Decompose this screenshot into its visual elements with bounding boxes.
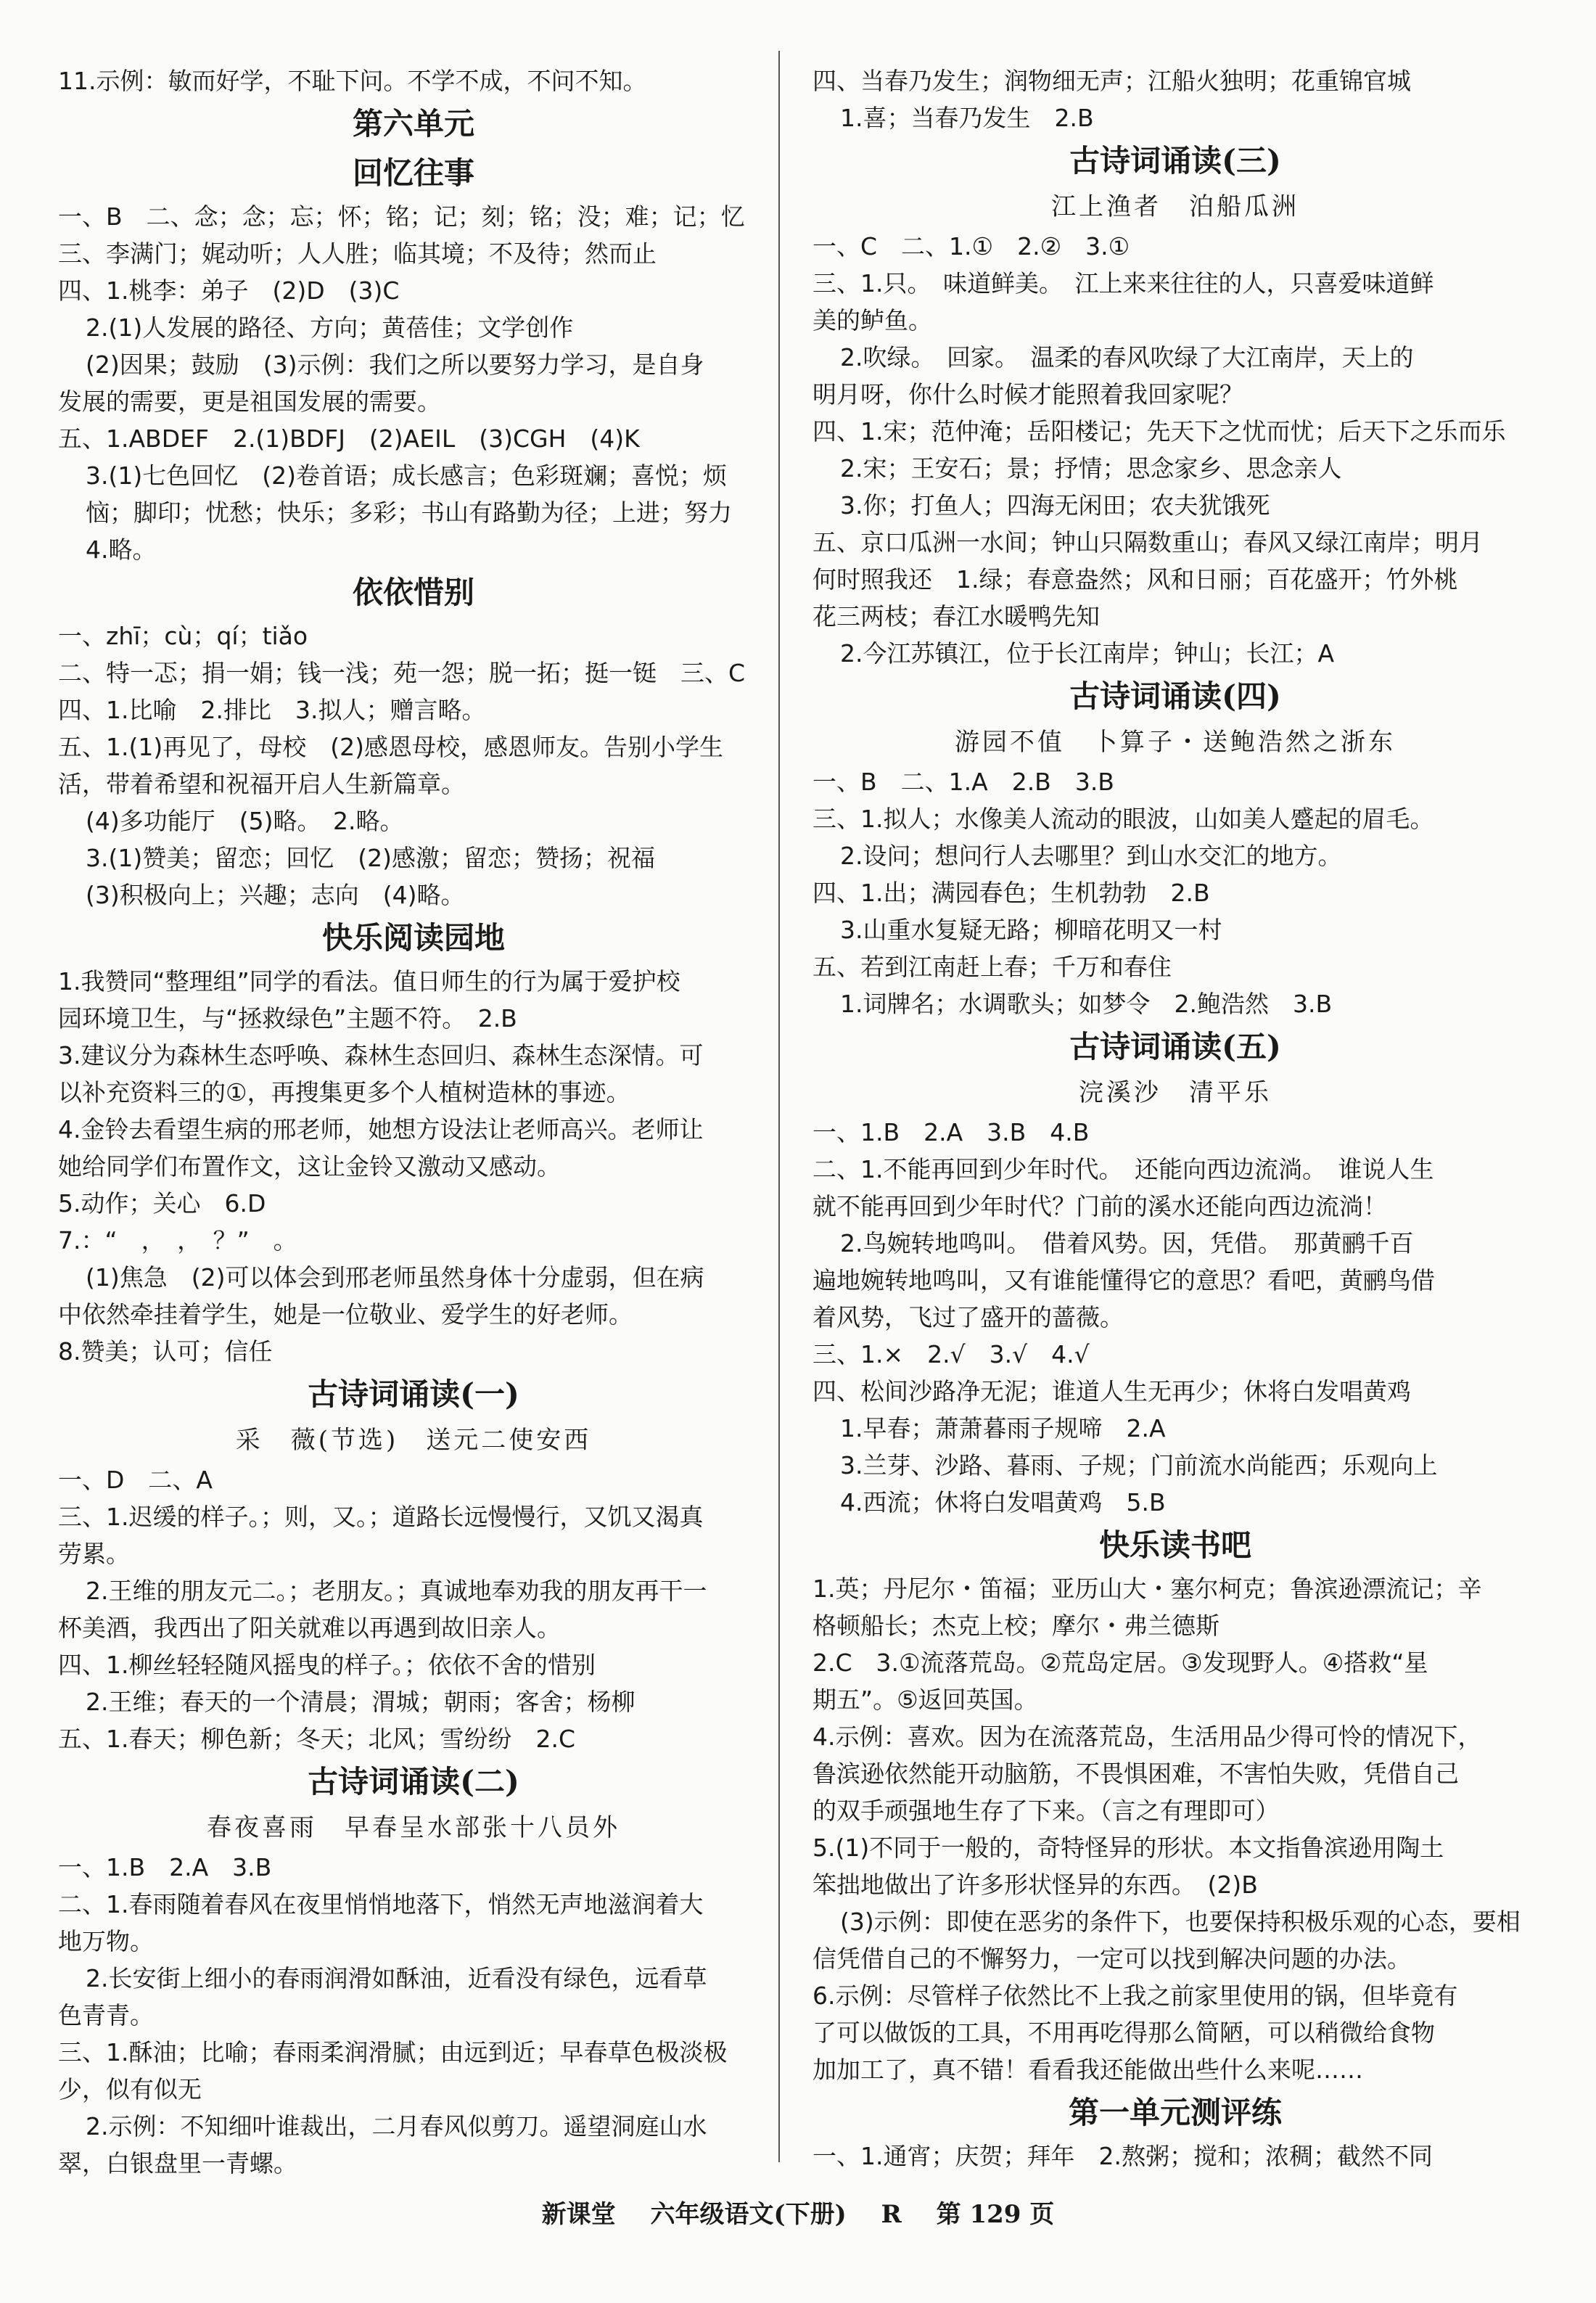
answer-line: 三、1.× 2.√ 3.√ 4.√ [813,1340,1090,1368]
answer-line: 三、1.迟缓的样子。；则，又。；道路长远慢慢行，又饥又渴真 [58,1503,704,1531]
answer-line: 4.略。 [86,535,157,564]
answer-line: 三、1.酥油；比喻；春雨柔润滑腻；由远到近；早春草色极淡极 [58,2038,728,2066]
answer-line: 四、松间沙路净无泥；谁道人生无再少；休将白发唱黄鸡 [813,1377,1411,1405]
answer-line: 4.金铃去看望生病的邢老师，她想方设法让老师高兴。老师让 [58,1115,704,1144]
answer-line: 以补充资料三的①，再搜集更多个人植树造林的事迹。 [58,1078,630,1107]
answer-line: 2.(1)人发展的路径、方向；黄蓓佳；文学创作 [86,313,574,342]
answer-line: 五、1.春天；柳色新；冬天；北风；雪纷纷 2.C [58,1725,576,1753]
answer-line: 6.示例：尽管样子依然比不上我之前家里使用的锅，但毕竟有 [813,1982,1458,2010]
answer-line: 一、zhī；cù；qí；tiǎo [58,622,308,650]
answer-line: 4.西流；休将白发唱黄鸡 5.B [840,1488,1166,1516]
answer-line: 7.：“ ， ， ？” 。 [58,1226,297,1255]
answer-line: 了可以做饭的工具，不用再吃得那么简陋，可以稍微给食物 [813,2019,1435,2047]
answer-line: 发展的需要，更是祖国发展的需要。 [58,387,441,416]
answer-line: 1.英；丹尼尔・笛福；亚历山大・塞尔柯克；鲁滨逊漂流记；辛 [813,1575,1482,1603]
section-heading: 古诗词诵读(三) [1069,143,1281,178]
section-heading: 依依惜别 [352,575,474,610]
answer-line: 四、1.桃李：弟子 (2)D (3)C [58,276,400,305]
answer-line: 四、当春乃发生；润物细无声；江船火独明；花重锦官城 [813,67,1411,95]
answer-line: 一、D 二、A [58,1466,213,1494]
answer-line: 的双手顽强地生存了下来。（言之有理即可） [813,1797,1280,1825]
answer-line: 加加工了，真不错！看看我还能做出些什么来呢…… [813,2056,1363,2084]
answer-line: 四、1.柳丝轻轻随风摇曳的样子。；依依不舍的惜别 [58,1651,596,1679]
section-heading: 古诗词诵读(二) [308,1764,519,1799]
poem-titles: 采 薇(节选) 送元二使安西 [235,1426,592,1455]
answer-line: 二、1.春雨随着春风在夜里悄悄地落下，悄然无声地滋润着大 [58,1890,704,1918]
column-divider [778,51,780,2162]
answer-line: (4)多功能厅 (5)略。 2.略。 [86,807,404,835]
answer-line: 信凭借自己的不懈努力，一定可以找到解决问题的办法。 [813,1945,1411,1973]
answer-line: 5.(1)不同于一般的，奇特怪异的形状。本文指鲁滨逊用陶土 [813,1834,1444,1862]
answer-line: 二、1.不能再回到少年时代。 还能向西边流淌。 谁说人生 [813,1155,1434,1183]
answer-line: 4.示例：喜欢。因为在流落荒岛，生活用品少得可怜的情况下， [813,1723,1482,1751]
answer-line: 3.(1)赞美；留恋；回忆 (2)感激；留恋；赞扬；祝福 [86,844,655,872]
answer-line: 三、1.只。 味道鲜美。 江上来来往往的人，只喜爱味道鲜 [813,269,1434,297]
section-heading: 古诗词诵读(四) [1069,678,1281,714]
poem-titles: 春夜喜雨 早春呈水部张十八员外 [207,1813,620,1842]
answer-line: 2.王维；春天的一个清晨；渭城；朝雨；客舍；杨柳 [86,1688,635,1716]
answer-line: 三、1.拟人；水像美人流动的眼波，山如美人蹙起的眉毛。 [813,805,1434,833]
answer-line: 2.C 3.①流落荒岛。②荒岛定居。③发现野人。④搭救“星 [813,1649,1428,1677]
poem-titles: 游园不值 卜算子・送鲍浩然之浙东 [955,728,1396,757]
answer-line: 2.设问；想问行人去哪里？到山水交汇的地方。 [840,842,1342,870]
answer-line: (3)示例：即使在恶劣的条件下，也要保持积极乐观的心态，要相 [840,1908,1521,1936]
answer-line: (2)因果；鼓励 (3)示例：我们之所以要努力学习，是自身 [86,350,704,379]
answer-line: 2.示例：不知细叶谁裁出，二月春风似剪刀。遥望洞庭山水 [86,2112,707,2140]
left-column [58,62,769,2182]
answer-line: 格顿船长；杰克上校；摩尔・弗兰德斯 [813,1612,1219,1640]
answer-line: 11.示例：敏而好学，不耻下问。不学不成，不问不知。 [58,67,647,95]
answer-line: 劳累。 [58,1540,130,1568]
answer-line: 二、特一忑；捐一娟；钱一浅；苑一怨；脱一拓；挺一铤 三、C [58,659,746,687]
answer-line: 3.你；打鱼人；四海无闲田；农夫犹饿死 [840,491,1270,520]
answer-line: 五、1.(1)再见了，母校 (2)感恩母校，感恩师友。告别小学生 [58,733,723,761]
answer-line: 一、B 二、1.A 2.B 3.B [813,768,1114,796]
answer-line: 一、1.通宵；庆贺；拜年 2.熬粥；搅和；浓稠；截然不同 [813,2142,1433,2170]
answer-line: 五、1.ABDEF 2.(1)BDFJ (2)AEIL (3)CGH (4)K [58,424,640,453]
answer-line: 2.王维的朋友元二。；老朋友。；真诚地奉劝我的朋友再干一 [86,1577,707,1605]
answer-line: 中依然牵挂着学生，她是一位敬业、爱学生的好老师。 [58,1300,633,1329]
footer-brand: 新课堂 [541,2200,616,2229]
answer-line: (1)焦急 (2)可以体会到邢老师虽然身体十分虚弱，但在病 [86,1263,704,1292]
answer-line: 遍地婉转地鸣叫，又有谁能懂得它的意思？看吧，黄鹂鸟借 [813,1266,1435,1294]
answer-line: 2.宋；王安石；景；抒情；思念家乡、思念亲人 [840,454,1342,483]
answer-line: 2.吹绿。 回家。 温柔的春风吹绿了大江南岸，天上的 [840,343,1414,371]
answer-line: 就不能再回到少年时代？门前的溪水还能向西边流淌！ [813,1192,1387,1220]
answer-line: 她给同学们布置作文，这让金铃又激动又感动。 [58,1152,561,1181]
answer-line: 笨拙地做出了许多形状怪异的东西。 (2)B [813,1871,1258,1899]
answer-line: 五、京口瓜洲一水间；钟山只隔数重山；春风又绿江南岸；明月 [813,528,1483,557]
answer-line: 2.长安街上细小的春雨润滑如酥油，近看没有绿色，远看草 [86,1964,707,1992]
answer-line: 四、1.比喻 2.排比 3.拟人；赠言略。 [58,696,486,724]
section-heading: 第六单元 [352,106,474,141]
answer-line: 活，带着希望和祝福开启人生新篇章。 [58,770,465,798]
answer-line: 一、1.B 2.A 3.B 4.B [813,1118,1090,1146]
answer-line: 3.(1)七色回忆 (2)卷首语；成长感言；色彩斑斓；喜悦；烦 [86,461,727,490]
answer-line: 美的鲈鱼。 [813,306,932,334]
right-column [813,62,1538,2175]
answer-line: 3.兰芽、沙路、暮雨、子规；门前流水尚能西；乐观向上 [840,1451,1438,1479]
answer-line: 杯美酒，我西出了阳关就难以再遇到故旧亲人。 [58,1614,561,1642]
answer-line: 5.动作；关心 6.D [58,1189,266,1218]
answer-line: 一、B 二、念；念；忘；怀；铭；记；刻；铭；没；难；记；忆 [58,202,745,231]
footer-page-number: 第 129 页 [936,2200,1055,2229]
footer-grade: 六年级语文(下册) [650,2200,847,2229]
answer-line: 2.鸟婉转地鸣叫。 借着风势。因，凭借。 那黄鹂千百 [840,1229,1414,1257]
answer-line: 8.赞美；认可；信任 [58,1337,273,1366]
answer-line: 四、1.宋；范仲淹；岳阳楼记；先天下之忧而忧；后天下之乐而乐 [813,417,1506,446]
answer-line: 1.早春；萧萧暮雨子规啼 2.A [840,1414,1166,1442]
answer-line: 何时照我还 1.绿；春意盎然；风和日丽；百花盛开；竹外桃 [813,565,1458,594]
answer-line: 少，似有似无 [58,2075,202,2103]
footer-edition: R [881,2200,902,2229]
answer-line: 着风势，飞过了盛开的蔷薇。 [813,1303,1124,1331]
answer-line: 一、C 二、1.① 2.② 3.① [813,232,1130,260]
page-footer [0,2194,1596,2230]
answer-line: 3.山重水复疑无路；柳暗花明又一村 [840,916,1222,944]
answer-line: 3.建议分为森林生态呼唤、森林生态回归、森林生态深情。可 [58,1041,704,1070]
answer-line: 1.我赞同“整理组”同学的看法。值日师生的行为属于爱护校 [58,967,680,995]
poem-titles: 浣溪沙 清平乐 [1079,1078,1272,1107]
answer-line: 地万物。 [58,1927,154,1955]
section-heading: 快乐读书吧 [1098,1527,1251,1563]
answer-line: (3)积极向上；兴趣；志向 (4)略。 [86,881,465,909]
answer-line: 园环境卫生，与“拯救绿色”主题不符。 2.B [58,1004,517,1033]
answer-line: 明月呀，你什么时候才能照着我回家呢？ [813,380,1243,409]
answer-line: 花三两枝；春江水暖鸭先知 [813,602,1100,631]
poem-titles: 江上渔者 泊船瓜洲 [1051,192,1299,221]
section-heading: 回忆往事 [352,155,474,191]
answer-line: 三、李满门；娓动听；人人胜；临其境；不及待；然而止 [58,239,657,268]
answer-line: 鲁滨逊依然能开动脑筋，不畏惧困难，不害怕失败，凭借自己 [813,1760,1459,1788]
answer-line: 2.今江苏镇江，位于长江南岸；钟山；长江；A [840,639,1335,668]
section-heading: 古诗词诵读(五) [1069,1029,1281,1064]
answer-line: 期五”。⑤返回英国。 [813,1686,1038,1714]
section-heading: 古诗词诵读(一) [308,1376,519,1412]
section-heading: 第一单元测评练 [1068,2095,1282,2130]
answer-line: 翠，白银盘里一青螺。 [58,2149,297,2177]
answer-line: 1.喜；当春乃发生 2.B [840,104,1094,132]
answer-line: 恼；脚印；忧愁；快乐；多彩；书山有路勤为径；上进；努力 [86,498,732,527]
section-heading: 快乐阅读园地 [321,920,505,956]
answer-line: 四、1.出；满园春色；生机勃勃 2.B [813,879,1210,907]
answer-line: 色青青。 [58,2001,154,2029]
answer-line: 一、1.B 2.A 3.B [58,1853,272,1881]
answer-line: 1.词牌名；水调歌头；如梦令 2.鲍浩然 3.B [840,990,1333,1018]
answer-line: 五、若到江南赶上春；千万和春住 [813,953,1172,981]
